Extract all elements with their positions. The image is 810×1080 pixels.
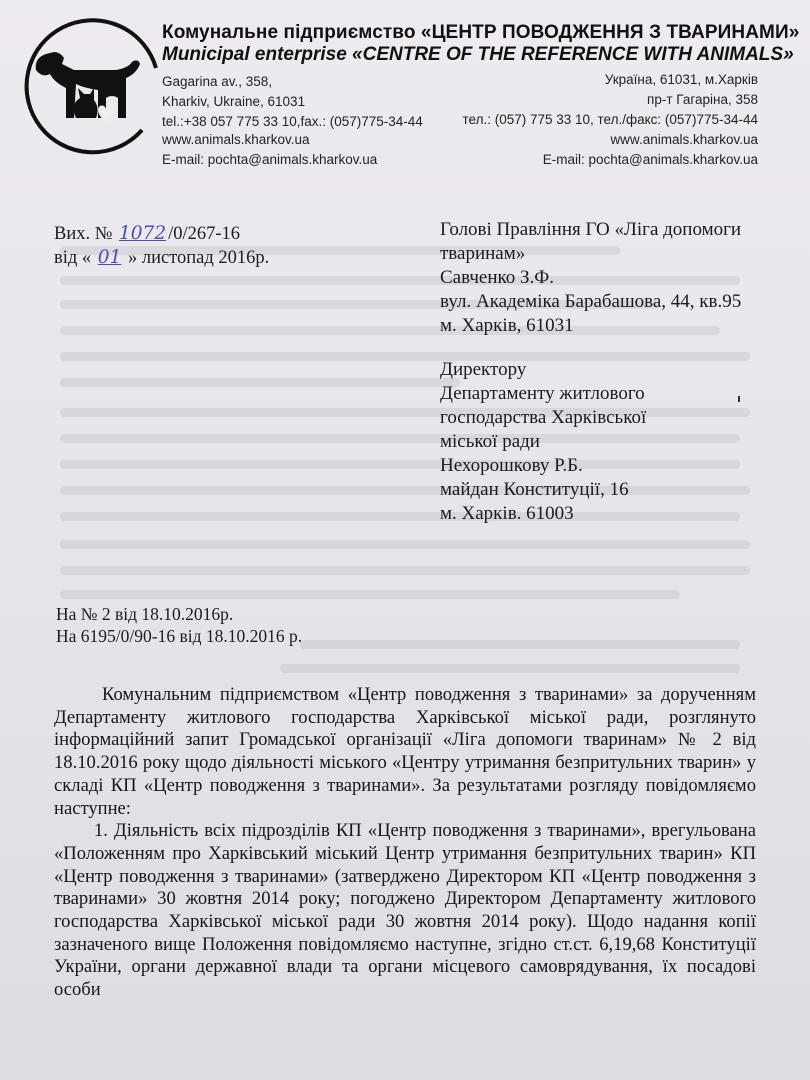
website-link[interactable]: www.animals.kharkov.ua bbox=[610, 132, 758, 147]
dog-cat-heart-logo-icon bbox=[14, 18, 164, 168]
letter-body bbox=[54, 684, 756, 1002]
handwritten-day: 01 bbox=[97, 247, 122, 268]
bleed-through-line bbox=[60, 352, 750, 361]
address-line: tel.:+38 057 775 33 10,fax.: (057)775-34-44 bbox=[162, 114, 423, 129]
address-line: Gagarina av., 358, bbox=[162, 74, 273, 89]
reply-line: На 6195/0/90-16 від 18.10.2016 р. bbox=[56, 626, 303, 646]
address-line: пр-т Гагаріна, 358 bbox=[647, 92, 758, 107]
bleed-through-line bbox=[60, 566, 750, 575]
website-link[interactable]: www.animals.kharkov.ua bbox=[162, 132, 310, 147]
outgoing-number-line bbox=[54, 222, 269, 246]
address-line: тел.: (057) 775 33 10, тел./факс: (057)775-34-44 bbox=[462, 112, 758, 127]
addressee-line: Нехорошкову Р.Б. bbox=[440, 455, 583, 476]
addressee-line: Савченко З.Ф. bbox=[440, 267, 555, 288]
in-reply-reference bbox=[56, 603, 302, 647]
addressee-line: Департаменту житлового bbox=[440, 383, 645, 404]
bleed-through-line bbox=[60, 378, 460, 387]
company-name-uk: Комунальне підприємство «ЦЕНТР ПОВОДЖЕННЯ З ТВАРИНАМИ» bbox=[162, 22, 800, 43]
addressee-line: господарства Харківської bbox=[440, 407, 647, 428]
addressee-block-2 bbox=[440, 358, 646, 526]
addressee-line: Директору bbox=[440, 359, 527, 380]
contacts-right bbox=[543, 130, 758, 170]
bleed-through-line bbox=[60, 408, 750, 417]
date-prefix: від « bbox=[54, 248, 92, 268]
bleed-through-line bbox=[60, 486, 750, 495]
outgoing-suffix: /0/267-16 bbox=[168, 224, 241, 244]
body-paragraph: Комунальним підприємством «Центр поводження з тваринами» за дорученням Департаменту житлового господарства Харківської міської ради, розглянуто інформаційний запит Громадської організації «Ліга допомоги тваринам» № 2 від 18.10.2016 року щодо діяльності міського «Центру утримання безпритульних тварин» у складі КП «Центр поводження з тваринами». За результатами розгляду повідомляємо наступне: bbox=[54, 684, 756, 819]
bleed-through-line bbox=[60, 590, 680, 599]
address-line: Kharkiv, Ukraine, 61031 bbox=[162, 94, 306, 109]
body-paragraph-item-1: 1. Діяльність всіх підрозділів КП «Центр поводження з тваринами», врегульована «Положенням про Харківський міський Центр утримання безпритульних тварин» КП «Центр поводження з тваринами» (затверджено Директором КП «Центр поводження з тваринами» 30 жовтня 2014 року; погоджено Директором Департаменту житлового господарства Харківської міської ради 30 жовтня 2014 року). Щодо надання копії зазначеного вище Положення повідомляємо наступне, згідно ст.ст. 6,19,68 Конституції України, органи державної влади та органи місцевого самоврядування, їх посадові особи bbox=[54, 820, 756, 1001]
addressee-line: вул. Академіка Барабашова, 44, кв.95 bbox=[440, 291, 742, 312]
contacts-left bbox=[162, 130, 377, 170]
reply-line: На № 2 від 18.10.2016р. bbox=[56, 604, 234, 624]
bleed-through-line bbox=[300, 640, 740, 649]
address-en bbox=[162, 72, 423, 132]
addressee-line: міської ради bbox=[440, 431, 540, 452]
addressee-line: тваринам» bbox=[440, 243, 526, 264]
address-uk bbox=[462, 70, 758, 130]
outgoing-prefix: Вих. № bbox=[54, 224, 113, 244]
address-line: Україна, 61031, м.Харків bbox=[604, 72, 758, 87]
addressee-line: Голові Правління ГО «Ліга допомоги bbox=[440, 219, 742, 240]
bleed-through-line bbox=[60, 540, 750, 549]
addressee-block-1 bbox=[440, 218, 741, 338]
stray-mark bbox=[738, 396, 740, 402]
outgoing-reference bbox=[54, 222, 269, 270]
email-link[interactable]: E-mail: pochta@animals.kharkov.ua bbox=[162, 152, 378, 167]
bleed-through-line bbox=[280, 664, 740, 673]
handwritten-number: 1072 bbox=[119, 223, 167, 244]
email-link[interactable]: E-mail: pochta@animals.kharkov.ua bbox=[542, 152, 758, 167]
addressee-line: м. Харків. 61003 bbox=[440, 503, 574, 524]
outgoing-date-line bbox=[54, 246, 269, 270]
date-suffix: » листопад 2016р. bbox=[127, 248, 270, 268]
company-name-en: Municipal enterprise «CENTRE OF THE REFERENCE WITH ANIMALS» bbox=[162, 44, 794, 65]
addressee-line: м. Харків, 61031 bbox=[440, 315, 574, 336]
addressee-line: майдан Конституції, 16 bbox=[440, 479, 629, 500]
